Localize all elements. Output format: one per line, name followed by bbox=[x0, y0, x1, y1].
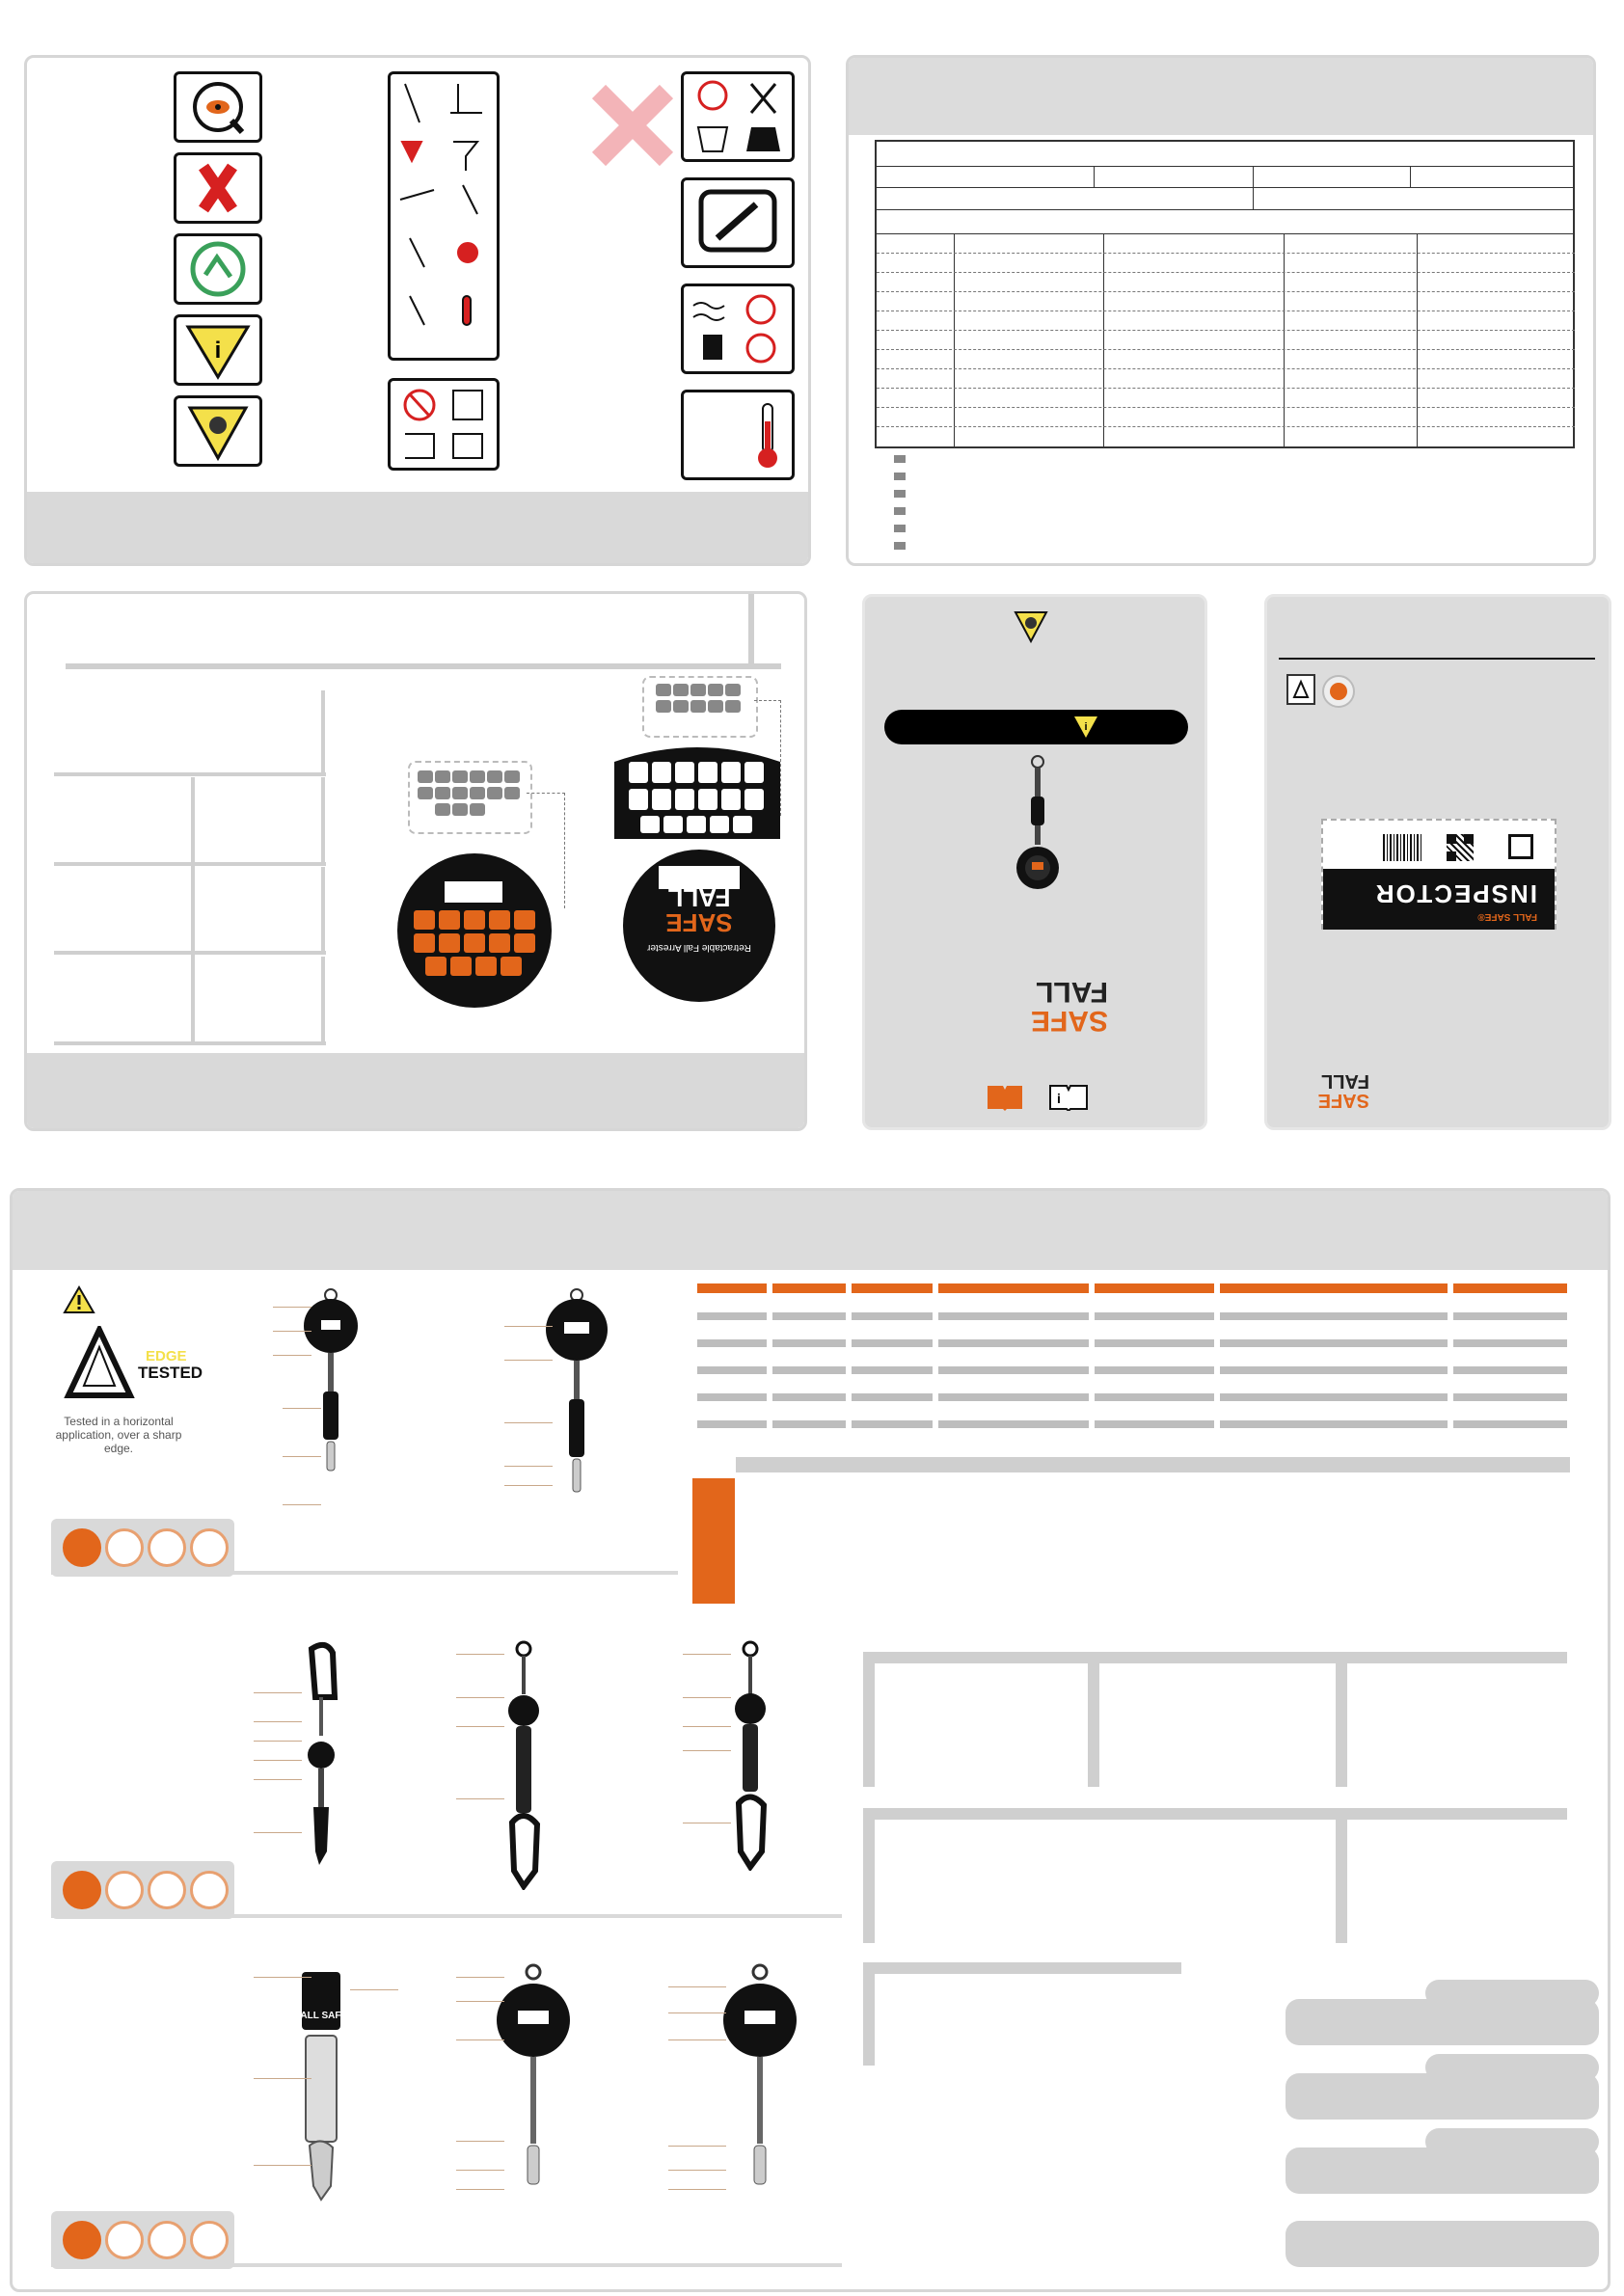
retractable-device-image bbox=[543, 1287, 610, 1499]
label-panel bbox=[24, 591, 807, 1131]
application-icon bbox=[148, 1528, 186, 1567]
prohibition-grid bbox=[388, 378, 500, 471]
barcode-icon bbox=[1383, 834, 1421, 861]
ce-mark-icon bbox=[1286, 674, 1315, 705]
round-label-front bbox=[396, 852, 553, 1009]
edge-tested-caption: Tested in a horizontal application, over a sharp edge. bbox=[55, 1415, 182, 1455]
icon-legend-footer bbox=[27, 492, 811, 566]
label-keypad bbox=[642, 676, 758, 738]
logo-line2: SAFE bbox=[1030, 1005, 1108, 1037]
logo-line1: FALL bbox=[667, 883, 731, 912]
logo-line1: FALL bbox=[1321, 1070, 1369, 1092]
svg-text:i: i bbox=[1057, 1091, 1061, 1106]
edge-tested-icon bbox=[61, 1326, 215, 1403]
read-manual-icon bbox=[1048, 1082, 1089, 1111]
inspector-card bbox=[1264, 594, 1611, 1130]
application-icon bbox=[190, 1871, 229, 1909]
application-icon bbox=[63, 1871, 101, 1909]
nfc-chip-icon bbox=[1508, 834, 1533, 859]
tested-label: TESTED bbox=[138, 1364, 203, 1382]
no-chemicals-icon bbox=[681, 71, 795, 162]
retractable-device-image bbox=[302, 1287, 360, 1480]
product-range-panel bbox=[10, 1188, 1610, 2292]
inspection-table bbox=[875, 140, 1575, 448]
x-cross-icon bbox=[174, 152, 262, 224]
lanyard-hook-image bbox=[721, 1639, 779, 1871]
logo-line1: FALL bbox=[1036, 976, 1108, 1008]
icon-legend-panel bbox=[24, 55, 811, 566]
logo-line2: SAFE bbox=[1317, 1090, 1369, 1111]
application-icon bbox=[148, 1871, 186, 1909]
wrench-screen-icon bbox=[681, 177, 795, 268]
info-triangle-icon bbox=[1072, 715, 1099, 740]
warning-icon bbox=[63, 1285, 95, 1314]
info-triangle-icon bbox=[174, 314, 262, 386]
application-icon bbox=[63, 2221, 101, 2259]
application-icon bbox=[190, 1528, 229, 1567]
retractable-device-image bbox=[1015, 754, 1061, 899]
shield-face-icon bbox=[1012, 607, 1050, 645]
application-icon bbox=[63, 1528, 101, 1567]
fall-safe-block-image bbox=[292, 1962, 350, 2203]
lanyard-hook-image bbox=[495, 1639, 553, 1890]
fall-arrester-label: Retractable Fall Arrester bbox=[647, 942, 751, 953]
hazard-grid bbox=[388, 71, 500, 361]
qr-code-icon bbox=[1447, 834, 1474, 861]
warning-bar bbox=[884, 710, 1188, 744]
inspector-label: INSPECTOR bbox=[1373, 879, 1537, 908]
retractable-device-image bbox=[495, 1962, 572, 2194]
application-icon bbox=[148, 2221, 186, 2259]
application-icon bbox=[105, 2221, 144, 2259]
manual-icon bbox=[986, 1082, 1024, 1111]
thermometer-icon bbox=[681, 390, 795, 480]
product-range-header bbox=[13, 1191, 1610, 1270]
inspector-tag bbox=[1321, 819, 1556, 930]
svg-text:i: i bbox=[1084, 721, 1088, 733]
inspection-record-header bbox=[849, 58, 1596, 135]
wave-hazard-icon bbox=[681, 284, 795, 374]
brand-logo bbox=[1288, 1067, 1369, 1110]
application-icon bbox=[105, 1871, 144, 1909]
inspector-brand: FALL SAFE® bbox=[1477, 911, 1537, 922]
round-label-icons bbox=[609, 743, 785, 839]
retractable-device-image bbox=[721, 1962, 798, 2194]
shield-face-icon bbox=[174, 395, 262, 467]
product-card bbox=[862, 594, 1207, 1130]
label-keypad bbox=[408, 761, 532, 834]
edge-label: EDGE bbox=[146, 1348, 187, 1364]
application-icon bbox=[105, 1528, 144, 1567]
eye-icon bbox=[174, 71, 262, 143]
application-icon bbox=[190, 2221, 229, 2259]
logo-line2: SAFE bbox=[665, 908, 733, 937]
inspector-badge-icon bbox=[1321, 674, 1356, 709]
spec-table bbox=[697, 1283, 1575, 1457]
check-circle-icon bbox=[174, 233, 262, 305]
brand-logo bbox=[992, 967, 1108, 1035]
x-cross-icon bbox=[584, 77, 681, 174]
inspection-record-panel bbox=[846, 55, 1596, 566]
svg-text:i: i bbox=[214, 338, 222, 364]
orange-sidebar bbox=[692, 1478, 735, 1604]
lanyard-hook-image bbox=[292, 1639, 350, 1871]
product-label: FALL SAFE™ bbox=[294, 2011, 358, 2021]
round-label-back bbox=[622, 849, 776, 1003]
